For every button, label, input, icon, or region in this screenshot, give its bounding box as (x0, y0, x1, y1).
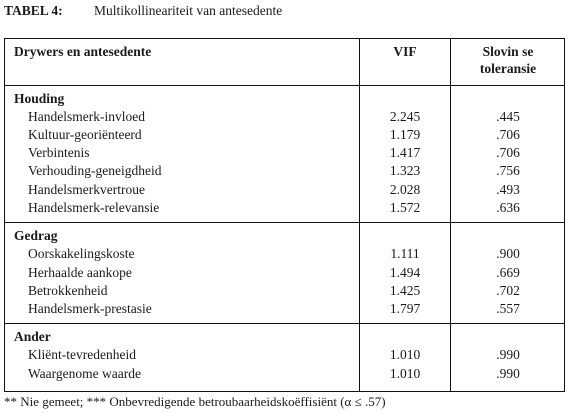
group-heading: Ander (14, 329, 51, 344)
row-tolerance: .557 (496, 301, 520, 316)
row-vif: 1.179 (389, 127, 421, 142)
row-tolerance: .706 (496, 127, 520, 142)
group-divider (5, 222, 564, 223)
row-tolerance: .702 (496, 283, 520, 298)
row-tolerance: .756 (496, 163, 520, 178)
row-name: Handelsmerkvertroue (28, 182, 145, 197)
row-vif: 1.572 (389, 200, 421, 215)
header-divider (5, 85, 564, 86)
row-tolerance: .900 (496, 246, 520, 261)
row-tolerance: .990 (496, 347, 520, 362)
row-tolerance: .636 (496, 200, 520, 215)
header-tolerance-line2: toleransie (479, 61, 537, 76)
header-tolerance-line1: Slovin se (482, 44, 534, 59)
row-name: Herhaalde aankope (28, 265, 132, 280)
row-tolerance: .706 (496, 145, 520, 160)
row-name: Handelsmerk-prestasie (28, 301, 152, 316)
row-vif: 1.010 (389, 366, 421, 381)
group-divider (5, 323, 564, 324)
row-vif: 1.425 (389, 283, 421, 298)
row-tolerance: .445 (496, 109, 520, 124)
row-name: Verbintenis (28, 145, 90, 160)
table (4, 38, 565, 392)
row-name: Oorskakelingskoste (28, 246, 135, 261)
row-name: Kliënt-tevredenheid (28, 347, 136, 362)
row-vif: 1.494 (389, 265, 421, 280)
row-name: Waargenome waarde (28, 366, 141, 381)
row-name: Handelsmerk-relevansie (28, 200, 160, 215)
row-vif: 1.010 (389, 347, 421, 362)
row-tolerance: .669 (496, 265, 520, 280)
row-vif: 2.245 (389, 109, 421, 124)
table-footnote: ** Nie gemeet; *** Onbevredigende betroubaarheidskoëffisiënt (α ≤ .57) (4, 394, 386, 409)
row-name: Betrokkenheid (28, 283, 108, 298)
row-vif: 2.028 (389, 182, 421, 197)
header-vif: VIF (393, 44, 417, 59)
row-vif: 1.417 (389, 145, 421, 160)
row-name: Handelsmerk-invloed (28, 109, 145, 124)
row-tolerance: .990 (496, 366, 520, 381)
group-heading: Houding (14, 91, 65, 106)
header-drivers: Drywers en antesedente (14, 44, 152, 59)
group-heading: Gedrag (14, 228, 58, 243)
row-name: Kultuur-georiënteerd (28, 127, 142, 142)
row-name: Verhouding-geneigdheid (28, 163, 162, 178)
row-vif: 1.111 (390, 246, 420, 261)
row-tolerance: .493 (496, 182, 520, 197)
row-vif: 1.323 (389, 163, 421, 178)
table-caption (4, 3, 283, 19)
row-vif: 1.797 (389, 301, 421, 316)
table-title: Multikollineariteit van antesedente (94, 3, 283, 18)
table-label: TABEL 4: (4, 3, 63, 18)
